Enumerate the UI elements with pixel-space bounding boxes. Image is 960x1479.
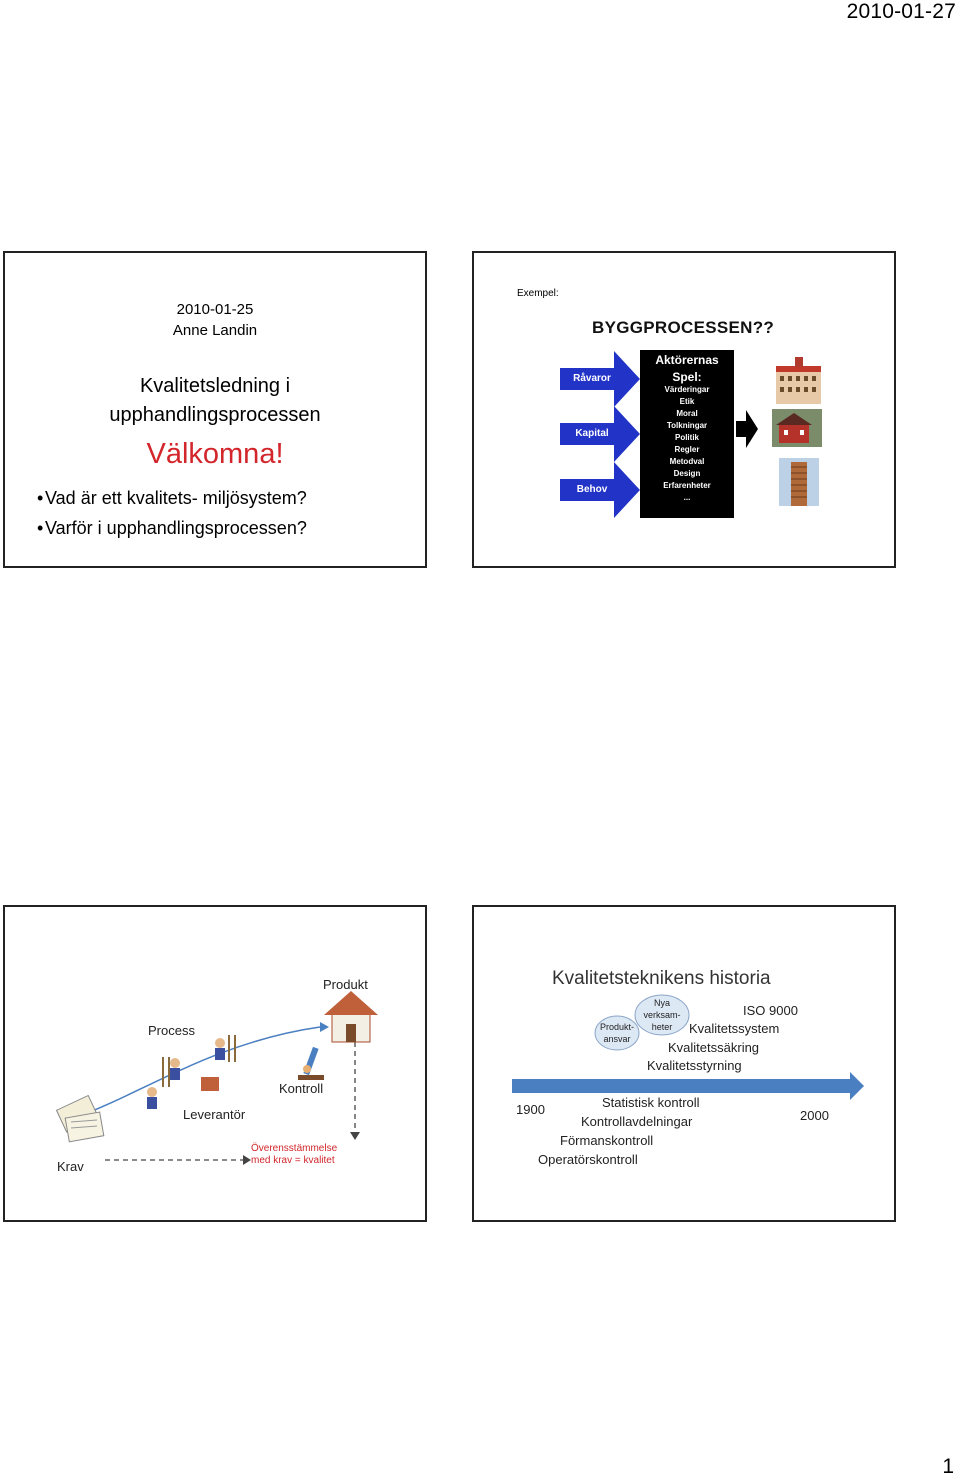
welcome-heading: Välkomna!	[146, 438, 284, 470]
page-number: 1	[942, 1455, 954, 1478]
page-date: 2010-01-27	[846, 0, 956, 23]
process-curve-arrow	[77, 1027, 320, 1117]
label-kvalitetssakring: Kvalitetssäkring	[668, 1040, 760, 1055]
box-item: Värderingar	[664, 385, 710, 394]
slide-author: Anne Landin	[172, 322, 258, 339]
bubble-text-line: ansvar	[603, 1034, 631, 1044]
box-item: ...	[683, 493, 691, 502]
bullet-item: • Vad är ett kvalitets- miljösystem?	[45, 483, 307, 513]
tower-building-icon	[779, 458, 819, 506]
box-title-line-2: Spel:	[672, 370, 702, 384]
label-iso9000: ISO 9000	[743, 1003, 798, 1018]
box-item: Moral	[676, 409, 698, 418]
bubble-produktansvar-text	[595, 1021, 639, 1045]
arrowhead-icon	[243, 1155, 251, 1165]
slide-byggprocessen	[472, 251, 896, 568]
input-label-behov: Behov	[576, 484, 608, 495]
bullet-list	[45, 483, 307, 543]
input-label-kapital: Kapital	[575, 428, 609, 439]
worker-figures-icon	[147, 1035, 235, 1109]
conformance-line-2: med krav = kvalitet	[251, 1155, 335, 1166]
box-item: Erfarenheter	[663, 481, 711, 490]
bubble-text-line: Nya	[653, 998, 670, 1008]
box-title-line-1: Aktörernas	[655, 353, 719, 367]
label-year-1900: 1900	[516, 1102, 545, 1117]
house-icon	[324, 991, 378, 1042]
output-arrow-icon	[736, 410, 758, 448]
label-produkt: Produkt	[323, 977, 368, 992]
slide-quality-process	[3, 905, 427, 1222]
microscope-icon	[298, 1047, 324, 1080]
label-year-2000: 2000	[800, 1108, 829, 1123]
label-conformance	[251, 1143, 337, 1167]
castle-building-icon	[776, 357, 821, 404]
slide-title	[5, 372, 425, 430]
label-krav: Krav	[57, 1159, 84, 1174]
label-leverantor: Leverantör	[183, 1107, 246, 1122]
example-label: Exempel:	[517, 288, 559, 299]
box-item-list	[640, 384, 734, 504]
documents-icon	[57, 1096, 104, 1142]
slide-welcome	[3, 251, 427, 568]
quality-process-diagram	[5, 907, 427, 1222]
byggprocessen-title: BYGGPROCESSEN??	[592, 318, 775, 337]
bubble-text-line: Produkt-	[599, 1022, 634, 1032]
arrowhead-icon	[320, 1022, 329, 1032]
label-operatorskontroll: Operatörskontroll	[538, 1152, 638, 1167]
bubble-text-line: verksam-	[643, 1010, 681, 1020]
box-item: Design	[673, 469, 701, 478]
label-kontroll: Kontroll	[279, 1081, 324, 1096]
red-house-icon	[772, 409, 822, 447]
label-formanskontroll: Förmanskontroll	[560, 1133, 654, 1148]
conformance-line-1: Överensstämmelse	[251, 1143, 338, 1154]
bubble-text-line: heter	[651, 1022, 673, 1032]
box-item: Regler	[674, 445, 700, 454]
input-label-ravaror: Råvaror	[573, 373, 611, 384]
label-kvalitetssystem: Kvalitetssystem	[689, 1021, 780, 1036]
label-statistisk-kontroll: Statistisk kontroll	[602, 1095, 700, 1110]
label-kontrollavdelningar: Kontrollavdelningar	[581, 1114, 693, 1129]
box-item: Etik	[679, 397, 695, 406]
bullet-item: • Varför i upphandlingsprocessen?	[45, 513, 307, 543]
actors-game-box	[640, 350, 734, 518]
title-line-2: upphandlingsprocessen	[109, 404, 321, 426]
bubble-nya-text	[637, 997, 687, 1033]
history-title: Kvalitetsteknikens historia	[552, 968, 771, 989]
box-item: Metodval	[669, 457, 705, 466]
box-item: Tolkningar	[666, 421, 708, 430]
slide-date: 2010-01-25	[176, 301, 254, 318]
slide-quality-history	[472, 905, 896, 1222]
label-kvalitetsstyrning: Kvalitetsstyrning	[647, 1058, 742, 1073]
box-item: Politik	[674, 433, 699, 442]
label-process: Process	[148, 1023, 195, 1038]
title-line-1: Kvalitetsledning i	[139, 375, 291, 397]
arrowhead-icon	[350, 1132, 360, 1140]
